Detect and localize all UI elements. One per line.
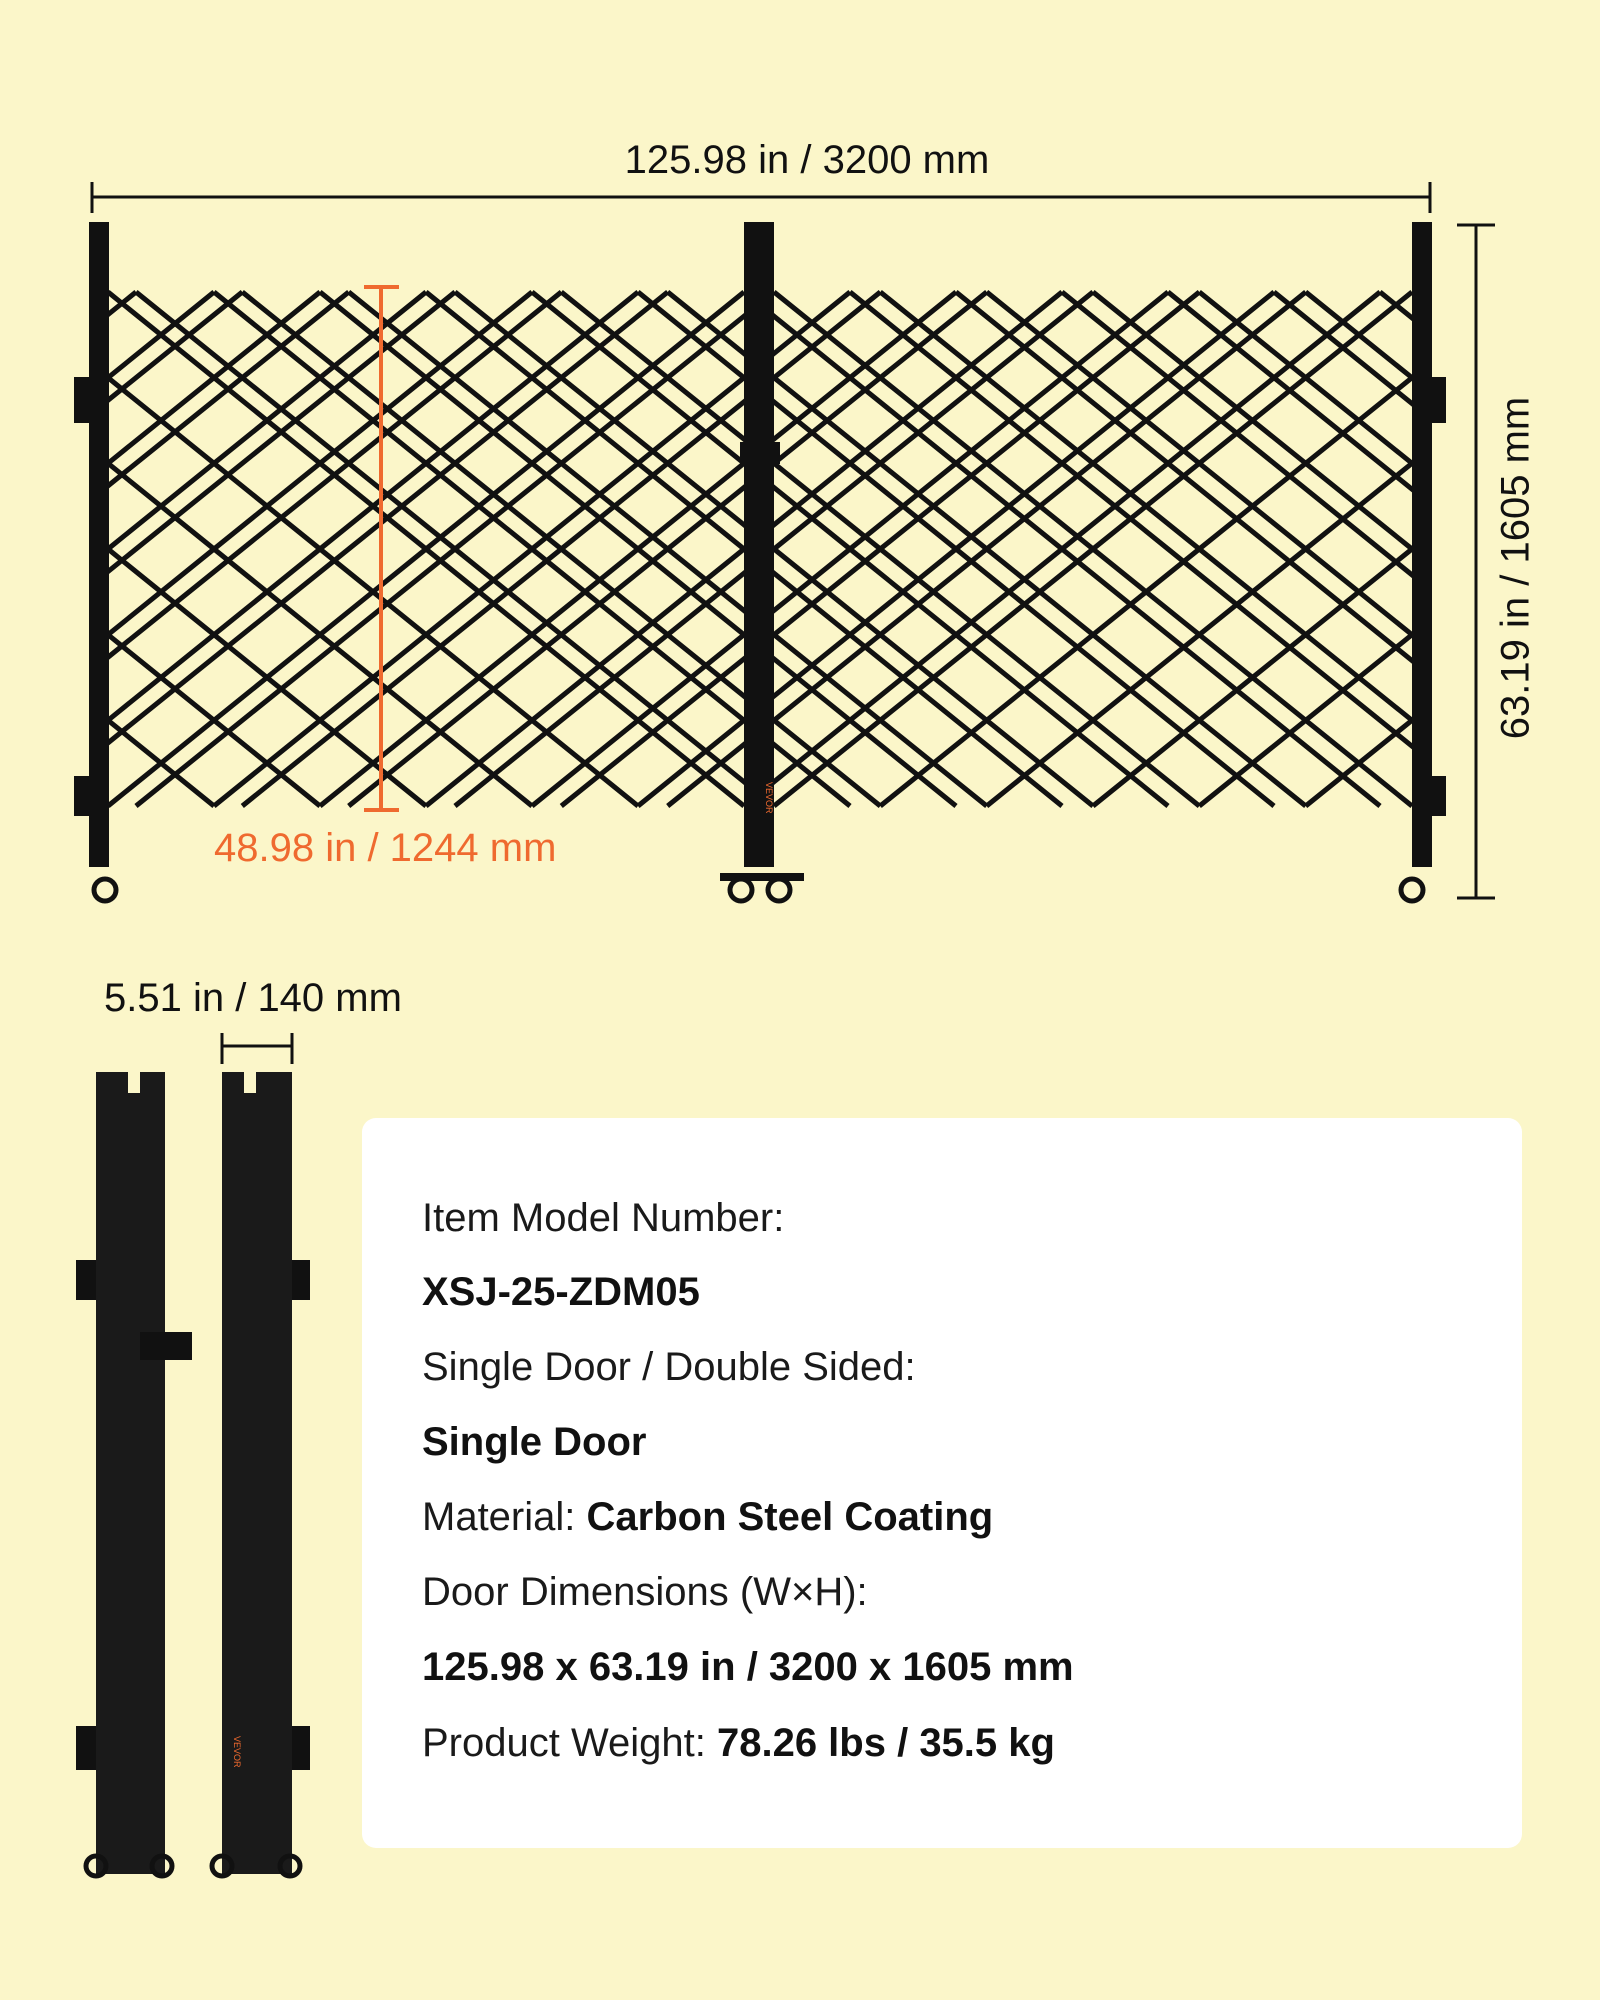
- height-dimension-line: [1457, 225, 1495, 898]
- dimensions-value: 125.98 x 63.19 in / 3200 x 1605 mm: [422, 1645, 1074, 1689]
- panel-width-label: 48.98 in / 1244 mm: [214, 826, 557, 870]
- folded-gate-right: [212, 1072, 310, 1876]
- gate-lattice: [0, 292, 1600, 806]
- brand-mark-post: VEVOR: [764, 782, 774, 814]
- lattice-bar: [1306, 292, 1600, 806]
- folded-depth-label: 5.51 in / 140 mm: [104, 976, 402, 1020]
- folded-gate-left: [76, 1072, 192, 1876]
- left-post: [74, 222, 116, 901]
- folded-depth-dimension: [222, 1033, 292, 1064]
- material-value: Carbon Steel Coating: [586, 1495, 994, 1539]
- brand-mark-folded: VEVOR: [232, 1736, 242, 1768]
- door-type-label: Single Door / Double Sided:: [422, 1345, 916, 1389]
- lattice-bar: [0, 292, 349, 806]
- lattice-bar: [1306, 292, 1600, 806]
- spec-card: [362, 1118, 1522, 1848]
- panel-width-marker: [364, 287, 399, 810]
- weight-value: 78.26 lbs / 35.5 kg: [716, 1721, 1055, 1765]
- lattice-bar: [1274, 292, 1600, 806]
- lattice-bar: [0, 292, 320, 806]
- lattice-bar: [0, 292, 320, 806]
- model-label: Item Model Number:: [422, 1196, 785, 1240]
- lattice-bar: [0, 292, 561, 806]
- lattice-bar: [0, 292, 2, 806]
- material-label: Material:: [422, 1495, 587, 1539]
- model-value: XSJ-25-ZDM05: [422, 1270, 700, 1314]
- weight-row: [422, 1721, 1055, 1766]
- right-post: [1401, 222, 1446, 901]
- lattice-bar: [30, 292, 668, 806]
- dimensions-label: Door Dimensions (W×H):: [422, 1570, 868, 1614]
- material-row: [422, 1495, 993, 1540]
- width-dimension-label: 125.98 in / 3200 mm: [624, 138, 990, 182]
- height-dimension-label: 63.19 in / 1605 mm: [1493, 396, 1538, 740]
- width-dimension-line: [92, 182, 1430, 213]
- door-type-value: Single Door: [422, 1420, 647, 1464]
- weight-label: Product Weight:: [422, 1721, 717, 1765]
- lattice-bar: [850, 292, 1486, 806]
